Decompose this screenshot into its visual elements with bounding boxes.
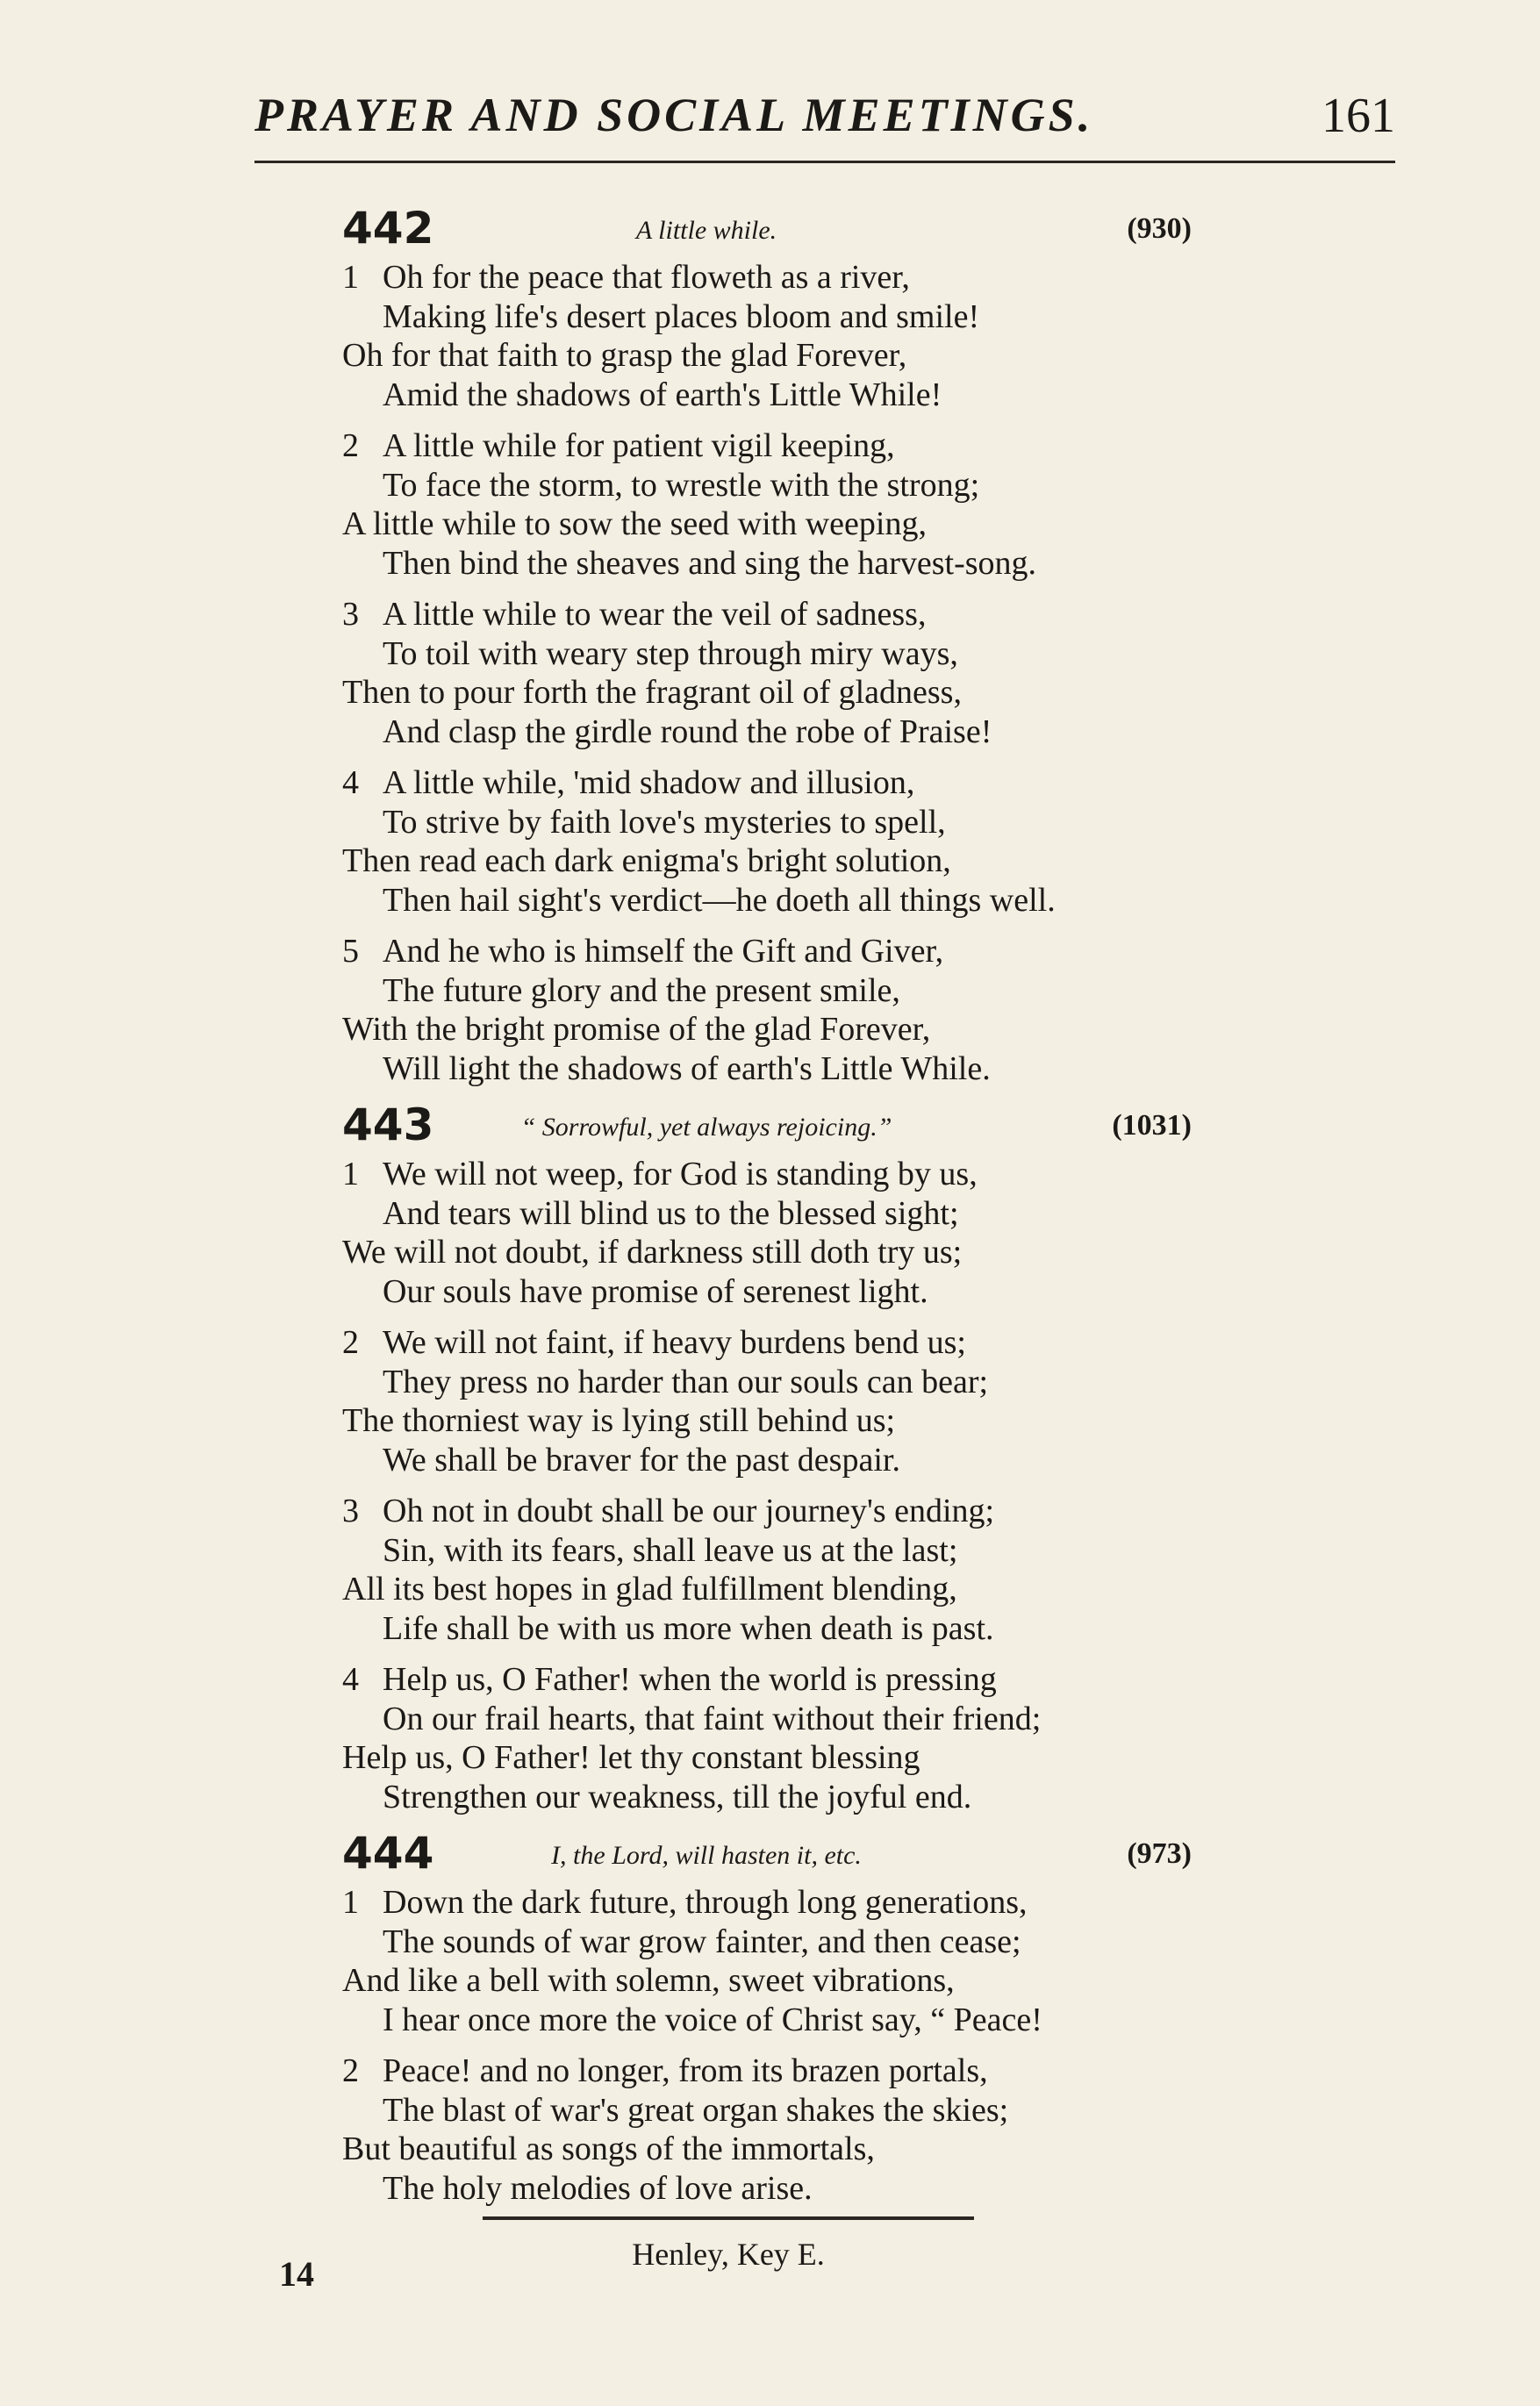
verse-text: But beautiful as songs of the immortals, — [342, 2130, 875, 2167]
verse-text: We will not weep, for God is standing by us, — [383, 1156, 978, 1192]
verse-line — [342, 1401, 1220, 1441]
hymn-number: 444 — [342, 1828, 434, 1879]
verse-text: They press no harder than our souls can bear; — [383, 1363, 989, 1400]
hymn-header — [342, 1829, 1220, 1883]
verse-line — [342, 932, 1220, 971]
page-number: 161 — [1322, 89, 1395, 143]
stanza-number: 3 — [342, 596, 359, 633]
stanza-number: 1 — [342, 1884, 359, 1921]
verse-text: A little while, 'mid shadow and illusion, — [383, 764, 915, 801]
verse-line — [342, 971, 1220, 1011]
hymn-number: 443 — [342, 1099, 434, 1150]
verse-line — [342, 1049, 1220, 1089]
stanza-number: 2 — [342, 427, 359, 464]
hymn-reference: (1031) — [1112, 1109, 1192, 1142]
verse-line — [342, 258, 1220, 297]
verse-line — [342, 1272, 1220, 1312]
verse-text: Then hail sight's verdict—he doeth all things well. — [383, 881, 1056, 919]
hymn-title: A little while. — [635, 216, 777, 245]
verse-line — [342, 376, 1220, 415]
verse-text: The blast of war's great organ shakes the skies; — [383, 2091, 1009, 2129]
verse-line — [342, 297, 1220, 337]
verse-text: Life shall be with us more when death is past. — [383, 1609, 994, 1647]
verse-text: On our frail hearts, that faint without their friend; — [383, 1700, 1042, 1737]
verse-line — [342, 1155, 1220, 1194]
verse-line — [342, 1609, 1220, 1649]
verse-text: Peace! and no longer, from its brazen portals, — [383, 2052, 988, 2089]
verse-line — [342, 1700, 1220, 1739]
verse-text: Strengthen our weakness, till the joyful end. — [383, 1778, 972, 1815]
verse-text: Our souls have promise of serenest light. — [383, 1272, 928, 1310]
verse-text: Then to pour forth the fragrant oil of gladness, — [342, 674, 962, 711]
verse-line — [342, 841, 1220, 881]
verse-text: A little while to wear the veil of sadness, — [383, 596, 927, 633]
stanza — [342, 426, 1220, 583]
stanza — [342, 932, 1220, 1088]
verse-line — [342, 1531, 1220, 1571]
verse-text: Oh for that faith to grasp the glad Forever, — [342, 337, 907, 374]
stanza — [342, 258, 1220, 414]
hymn — [342, 1100, 1220, 1816]
verse-line — [342, 1883, 1220, 1923]
verse-text: We will not faint, if heavy burdens bend us; — [383, 1324, 966, 1361]
verse-line — [342, 1323, 1220, 1363]
verse-line — [342, 2169, 1220, 2209]
stanza-number: 2 — [342, 2052, 359, 2089]
stanza-number: 4 — [342, 1661, 359, 1698]
verse-text: The holy melodies of love arise. — [383, 2169, 813, 2207]
verse-text: We shall be braver for the past despair. — [383, 1441, 900, 1479]
verse-text: A little while for patient vigil keeping, — [383, 427, 895, 464]
verse-line — [342, 544, 1220, 584]
verse-line — [342, 1441, 1220, 1480]
verse-line — [342, 803, 1220, 842]
verse-line — [342, 1233, 1220, 1272]
verse-text: Making life's desert places bloom and smile! — [383, 297, 980, 335]
verse-line — [342, 1778, 1220, 1817]
verse-line — [342, 634, 1220, 674]
verse-line — [342, 466, 1220, 505]
hymn-header — [342, 1100, 1220, 1155]
verse-line — [342, 1194, 1220, 1234]
verse-line — [342, 1010, 1220, 1049]
verse-text: To face the storm, to wrestle with the strong; — [383, 466, 980, 504]
running-head — [254, 88, 1395, 149]
verse-text: Oh for the peace that floweth as a river, — [383, 259, 910, 296]
verse-text: The thorniest way is lying still behind us; — [342, 1402, 896, 1439]
footer-rule — [483, 2216, 974, 2220]
stanza — [342, 1323, 1220, 1479]
verse-line — [342, 1738, 1220, 1778]
verse-line — [342, 763, 1220, 803]
hymn — [342, 1829, 1220, 2208]
stanza-number: 1 — [342, 1156, 359, 1192]
stanza-number: 3 — [342, 1493, 359, 1529]
tune-note: Henley, Key E. — [632, 2237, 825, 2272]
stanza — [342, 1883, 1220, 2039]
verse-text: Then read each dark enigma's bright solution, — [342, 842, 951, 879]
stanza — [342, 1492, 1220, 1648]
verse-line — [342, 881, 1220, 920]
stanza-number: 1 — [342, 259, 359, 296]
verse-line — [342, 1570, 1220, 1609]
verse-text: A little while to sow the seed with weeping, — [342, 505, 927, 542]
hymn-header — [342, 204, 1220, 258]
hymn-reference: (973) — [1127, 1837, 1192, 1870]
verse-line — [342, 505, 1220, 544]
verse-text: The sounds of war grow fainter, and then cease; — [383, 1923, 1021, 1960]
verse-text: We will not doubt, if darkness still doth try us; — [342, 1234, 963, 1271]
hymn-number: 442 — [342, 203, 434, 254]
verse-text: And like a bell with solemn, sweet vibrations, — [342, 1962, 955, 1999]
verse-text: All its best hopes in glad fulfillment blending, — [342, 1571, 957, 1608]
verse-line — [342, 1961, 1220, 2001]
verse-line — [342, 2052, 1220, 2091]
stanza — [342, 1155, 1220, 1311]
running-title: PRAYER AND SOCIAL MEETINGS. — [254, 89, 1094, 141]
hymn-title: “ Sorrowful, yet always rejoicing.” — [520, 1113, 892, 1142]
stanza — [342, 595, 1220, 751]
verse-text: Help us, O Father! when the world is pressing — [383, 1661, 997, 1698]
verse-text: Sin, with its fears, shall leave us at the last; — [383, 1531, 958, 1569]
verse-text: Then bind the sheaves and sing the harvest-song. — [383, 544, 1037, 582]
verse-line — [342, 2001, 1220, 2040]
verse-text: And he who is himself the Gift and Giver, — [383, 933, 944, 970]
verse-line — [342, 1923, 1220, 1962]
hymn — [342, 204, 1220, 1088]
stanza-number: 2 — [342, 1324, 359, 1361]
verse-text: The future glory and the present smile, — [383, 971, 900, 1009]
verse-text: Will light the shadows of earth's Little While. — [383, 1049, 991, 1087]
hymn-list — [342, 204, 1220, 2220]
verse-line — [342, 673, 1220, 712]
verse-line — [342, 712, 1220, 752]
verse-text: Down the dark future, through long generations, — [383, 1884, 1028, 1921]
verse-line — [342, 2091, 1220, 2130]
verse-text: Amid the shadows of earth's Little While! — [383, 376, 942, 413]
verse-text: And clasp the girdle round the robe of Praise! — [383, 712, 992, 750]
verse-line — [342, 426, 1220, 466]
header-rule — [254, 161, 1395, 163]
verse-text: Oh not in doubt shall be our journey's ending; — [383, 1493, 995, 1529]
verse-line — [342, 336, 1220, 376]
verse-line — [342, 1363, 1220, 1402]
verse-line — [342, 1492, 1220, 1531]
verse-line — [342, 2130, 1220, 2169]
stanza-number: 5 — [342, 933, 359, 970]
verse-text: I hear once more the voice of Christ say, “ Peace! — [383, 2001, 1042, 2038]
hymn-reference: (930) — [1127, 212, 1192, 245]
hymn-title: I, the Lord, will hasten it, etc. — [551, 1841, 862, 1870]
verse-text: And tears will blind us to the blessed sight; — [383, 1194, 959, 1232]
verse-line — [342, 595, 1220, 634]
stanza — [342, 1660, 1220, 1816]
stanza — [342, 763, 1220, 920]
verse-text: To strive by faith love's mysteries to spell, — [383, 803, 946, 841]
stanza — [342, 2052, 1220, 2208]
stanza-number: 4 — [342, 764, 359, 801]
verse-text: Help us, O Father! let thy constant blessing — [342, 1739, 920, 1776]
signature-mark: 14 — [279, 2254, 314, 2294]
verse-line — [342, 1660, 1220, 1700]
verse-text: With the bright promise of the glad Forever, — [342, 1011, 931, 1048]
verse-text: To toil with weary step through miry ways, — [383, 634, 958, 672]
